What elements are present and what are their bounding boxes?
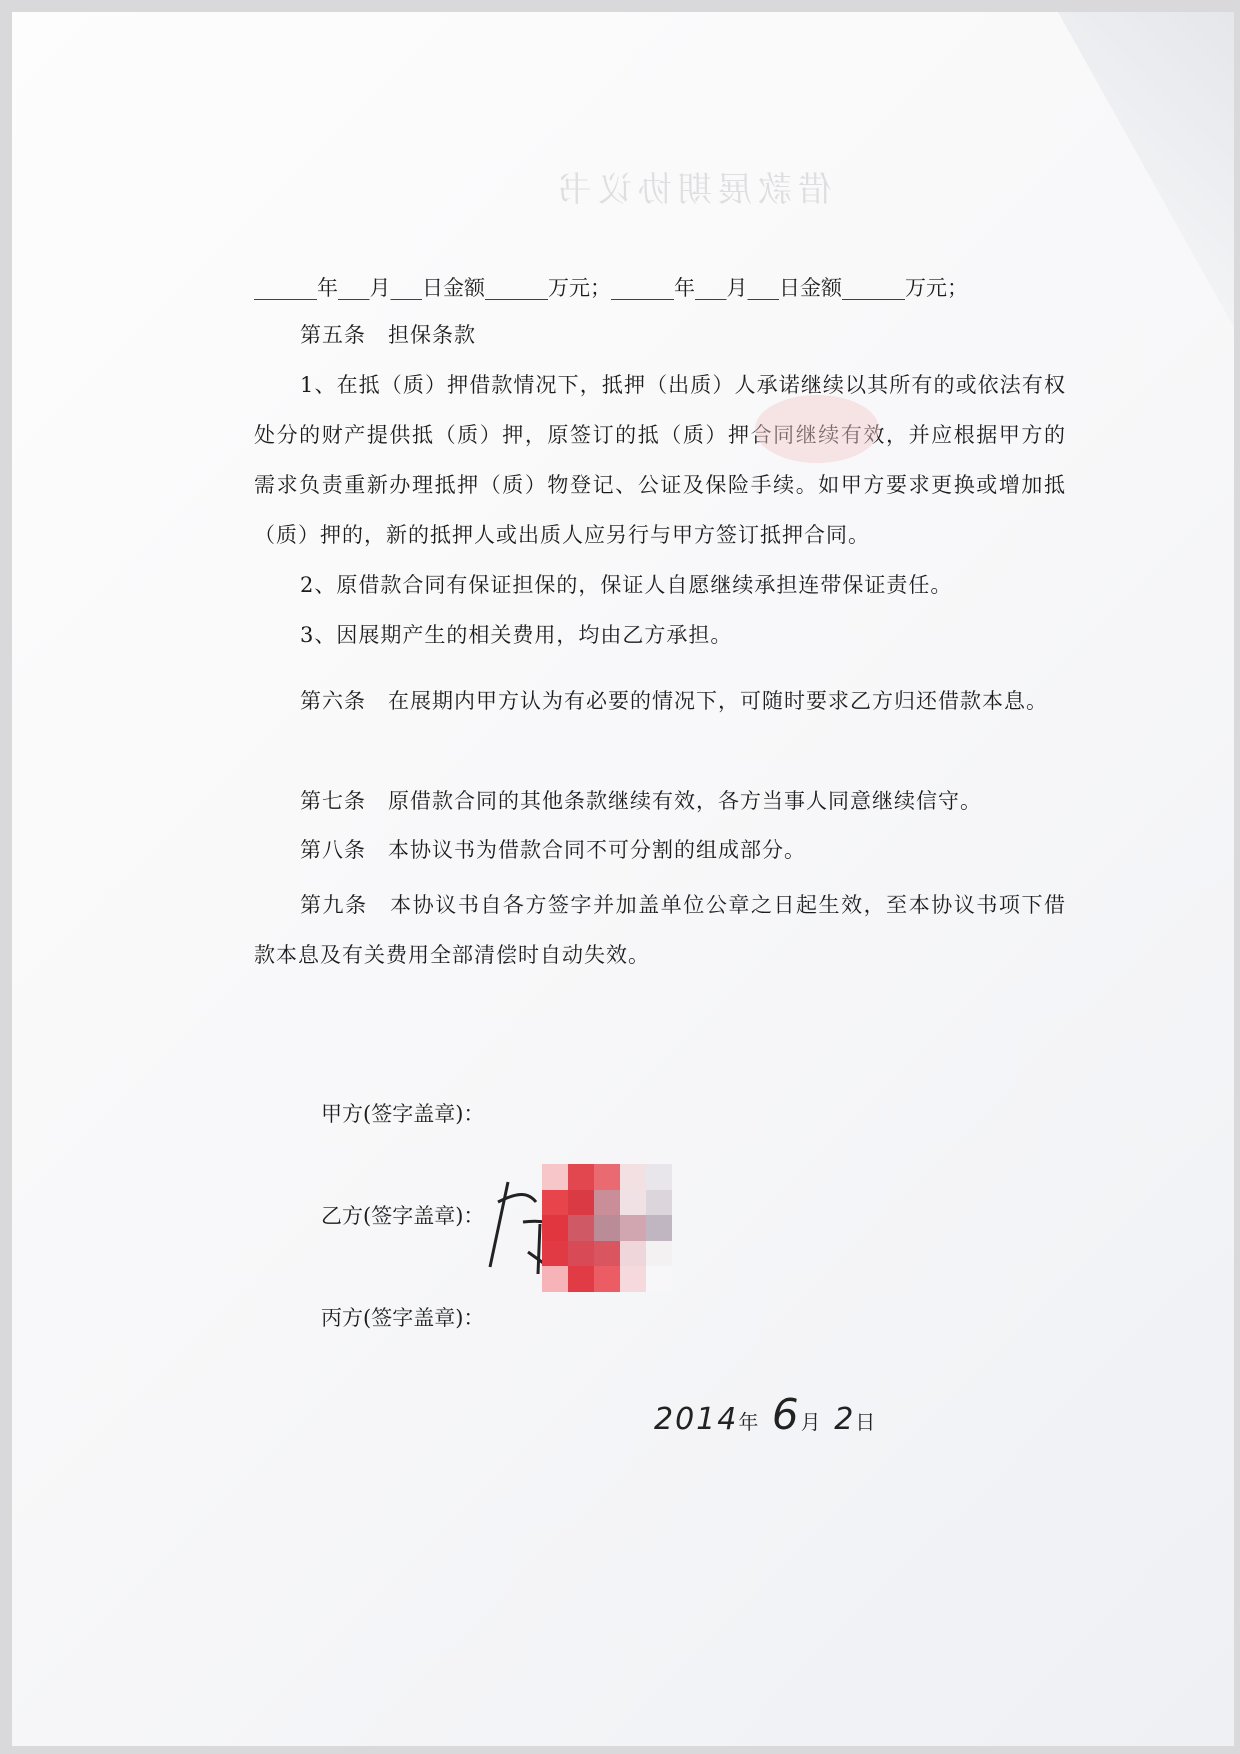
document-page bbox=[12, 12, 1234, 1746]
date-day-char: 日 bbox=[855, 1410, 878, 1434]
clause-3: 3、因展期产生的相关费用，均由乙方承担。 bbox=[300, 623, 733, 647]
party-c-signature-label: 丙方(签字盖章)： bbox=[321, 1306, 485, 1330]
party-a-signature-label: 甲方(签字盖章)： bbox=[321, 1102, 485, 1126]
date-year: 2014 bbox=[654, 1402, 739, 1437]
date-month-char: 月 bbox=[800, 1410, 823, 1434]
date-month: 6 bbox=[771, 1390, 801, 1439]
clause-2: 2、原借款合同有保证担保的，保证人自愿继续承担连带保证责任。 bbox=[300, 573, 953, 597]
date-year-char: 年 bbox=[738, 1410, 761, 1434]
handwritten-date bbox=[654, 1390, 877, 1439]
date-day: 2 bbox=[834, 1402, 856, 1437]
bleed-through-text: 借款展期协议书 bbox=[552, 170, 832, 210]
article-7: 第七条 原借款合同的其他条款继续有效，各方当事人同意继续信守。 bbox=[300, 789, 982, 813]
article-8: 第八条 本协议书为借款合同不可分割的组成部分。 bbox=[300, 838, 806, 862]
faint-seal-bleed bbox=[747, 384, 887, 474]
clause-1: 1、在抵（质）押借款情况下，抵押（出质）人承诺继续以其所有的或依法有权处分的财产提供抵（质）押，原签订的抵（质）押合同继续有效，并应根据甲方的需求负责重新办理抵押（质）物登记、公证及保险手续。如甲方要求更换或增加抵（质）押的，新的抵押人或出质人应另行与甲方签订抵押合同。 bbox=[254, 373, 1066, 547]
red-seal-pixelated bbox=[542, 1164, 672, 1292]
article5-heading: 第五条 担保条款 bbox=[300, 323, 476, 347]
party-b-signature-label: 乙方(签字盖章)： bbox=[321, 1204, 485, 1228]
page-fold-shadow bbox=[1012, 12, 1234, 342]
article-6: 第六条 在展期内甲方认为有必要的情况下，可随时要求乙方归还借款本息。 bbox=[300, 689, 1048, 713]
amount-date-line: ______年___月___日金额______万元；______年___月___日金额______万元； bbox=[254, 276, 968, 300]
article-9: 第九条 本协议书自各方签字并加盖单位公章之日起生效，至本协议书项下借款本息及有关费用全部清偿时自动失效。 bbox=[254, 893, 1066, 967]
